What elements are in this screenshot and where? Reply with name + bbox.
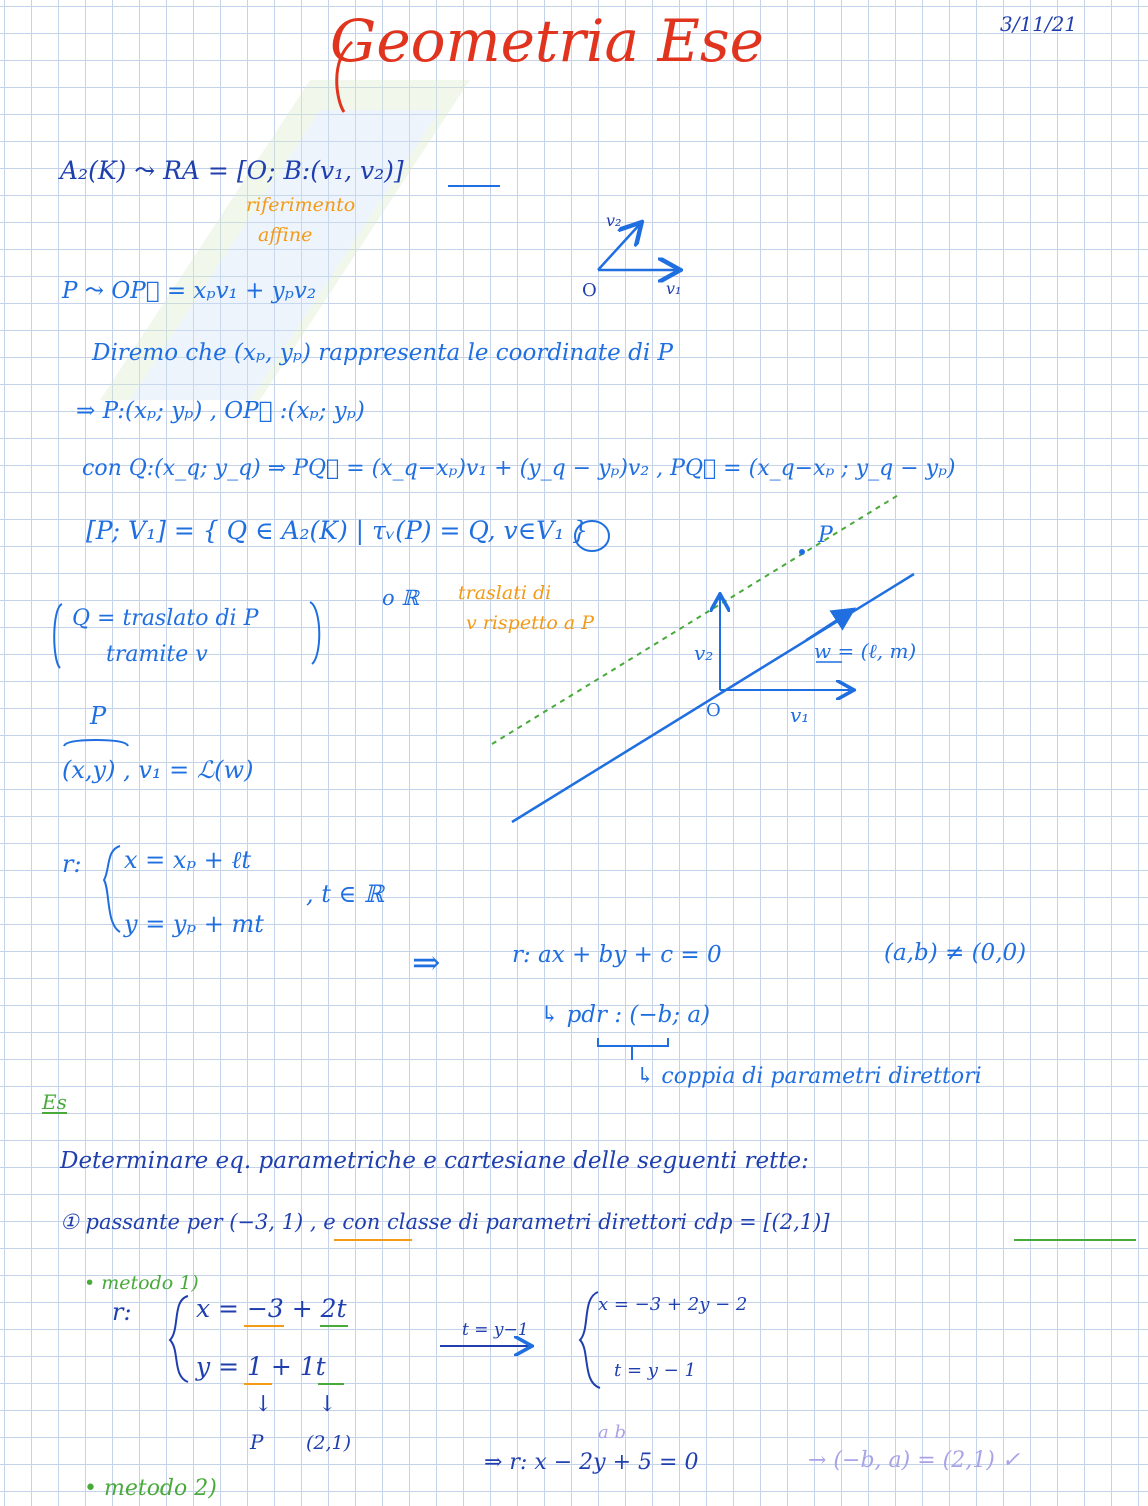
result-equation: ⇒ r: x − 2y + 5 = 0 xyxy=(484,1450,699,1475)
note-rispetto: v rispetto a P xyxy=(466,612,594,634)
translate-note-2: tramite v xyxy=(106,642,208,667)
arrow-down-2: ↓ xyxy=(318,1392,337,1417)
left-bracket xyxy=(54,604,62,668)
note-riferimento: riferimento xyxy=(246,194,356,216)
reals-note: o ℝ xyxy=(382,586,419,610)
result-check: → (−b, a) = (2,1) ✓ xyxy=(808,1448,1021,1473)
pdr-bracket xyxy=(598,1038,668,1046)
affine-space-line: A₂(K) ⤳ RA = [O; B:(v₁, v₂)] xyxy=(60,156,404,185)
p-coordinates-line: ⇒ P:(xₚ; yₚ) , OP⃗ :(xₚ; yₚ) xyxy=(76,398,365,424)
below-direction: (2,1) xyxy=(306,1432,352,1454)
title-flourish xyxy=(337,42,352,112)
point-p-dot xyxy=(799,549,805,555)
ex-system2-brace xyxy=(580,1292,600,1388)
ex-system-y: y = 1 + 1t xyxy=(196,1352,326,1381)
ex-system2-t: t = y − 1 xyxy=(614,1360,696,1381)
cartesian-condition: (a,b) ≠ (0,0) xyxy=(884,940,1027,966)
vector-op-line: P ⤳ OP⃗ = xₚv₁ + yₚv₂ xyxy=(62,278,317,304)
direction-w-arrow xyxy=(806,614,846,640)
right-bracket xyxy=(310,602,319,664)
small-v1-label: v₁ xyxy=(666,279,682,298)
pq-vector-line: con Q:(x_q; y_q) ⇒ PQ⃗ = (x_q−xₚ)v₁ + (y_q − yₚ)v₂ , PQ⃗ = (x_q−xₚ ; y_q − yₚ) xyxy=(82,456,956,481)
page-date: 3/11/21 xyxy=(1000,12,1078,36)
ex-system2-x: x = −3 + 2y − 2 xyxy=(598,1294,748,1315)
system-y-eq: y = yₚ + mt xyxy=(124,910,264,938)
pdr-line: ↳ pdr : (−b; a) xyxy=(540,1002,711,1028)
translate-note-1: Q = traslato di P xyxy=(72,606,259,631)
ex-system-r: r: xyxy=(112,1298,132,1326)
big-o-label: O xyxy=(706,700,721,721)
small-o-label: O xyxy=(582,280,597,301)
system-r-label: r: xyxy=(62,850,82,878)
big-p-label: P xyxy=(818,523,833,548)
system-brace xyxy=(104,846,120,932)
system-t-range: , t ∈ ℝ xyxy=(306,880,384,908)
ab-labels: a b xyxy=(598,1422,626,1443)
line-through-origin xyxy=(512,574,917,822)
substitution-label: t = y−1 xyxy=(462,1320,529,1340)
ex-system-brace xyxy=(170,1296,188,1382)
method-2-label: • metodo 2) xyxy=(84,1476,217,1501)
system-x-eq: x = xₚ + ℓt xyxy=(124,846,252,874)
pdr-explanation: ↳ coppia di parametri direttori xyxy=(636,1064,982,1089)
p-over-brace: P xyxy=(90,702,107,730)
page-title: Geometria Ese xyxy=(330,7,764,75)
below-point: P xyxy=(250,1430,264,1454)
arrow-down-1: ↓ xyxy=(254,1392,273,1417)
coordinates-sentence: Diremo che (xₚ, yₚ) rappresenta le coordinate di P xyxy=(92,340,673,366)
line-set-definition: [P; V₁] = { Q ∈ A₂(K) | τᵥ(P) = Q, v∈V₁ } xyxy=(86,516,589,545)
big-v2-label: v₂ xyxy=(694,641,714,665)
exercise-prompt: Determinare eq. parametriche e cartesiane delle seguenti rette: xyxy=(60,1148,809,1174)
point-xy-line: (x,y) , v₁ = ℒ(w) xyxy=(62,756,254,784)
cartesian-eq: r: ax + by + c = 0 xyxy=(512,942,722,968)
exercise-item-1: ① passante per (−3, 1) , e con classe di parametri direttori cdp = [(2,1)] xyxy=(60,1210,830,1234)
brace-over-xy xyxy=(64,740,128,746)
big-w-label: w = (ℓ, m) xyxy=(814,639,917,663)
ex-system-x: x = −3 + 2t xyxy=(196,1294,347,1323)
note-affine: affine xyxy=(258,224,313,246)
big-v1-label: v₁ xyxy=(790,703,810,727)
implies-arrow: ⇒ xyxy=(412,943,441,983)
small-basis-diagram xyxy=(598,224,678,270)
small-v2-label: v₂ xyxy=(606,211,622,230)
circle-q xyxy=(575,521,609,551)
exercise-tag: Es xyxy=(42,1090,67,1114)
method-1-label: • metodo 1) xyxy=(84,1272,199,1294)
note-traslati: traslati di xyxy=(458,582,552,604)
